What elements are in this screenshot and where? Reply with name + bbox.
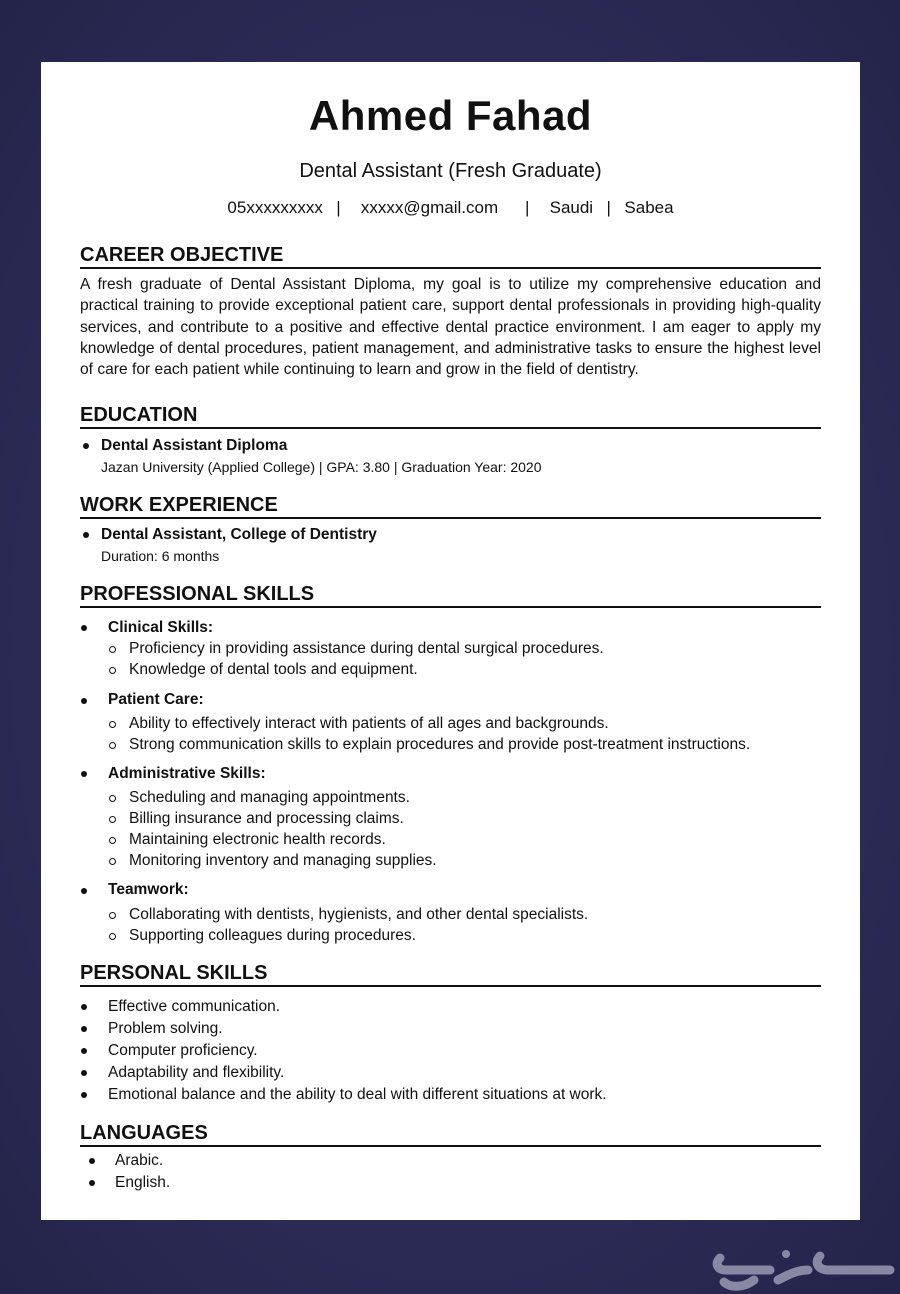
personal-skill-item: Computer proficiency. [108,1042,258,1059]
skill-item: Strong communication skills to explain procedures and provide post-treatment instructions. [129,736,751,753]
skill-item: Knowledge of dental tools and equipment. [129,661,418,678]
section-personal-skills: PERSONAL SKILLS [80,962,821,987]
personal-skill-item: Emotional balance and the ability to deal with different situations at work. [108,1086,607,1103]
experience-duration: Duration: 6 months [101,548,220,564]
bullet-icon [89,1158,95,1164]
email: xxxxx@gmail.com [360,198,499,217]
experience-role: Dental Assistant, College of Dentistry [101,526,377,543]
sub-bullet-icon [109,795,116,802]
skill-group-label: Teamwork: [108,881,189,898]
skill-item: Collaborating with dentists, hygienists, and other dental specialists. [129,906,589,923]
skill-group-label: Administrative Skills: [108,765,266,782]
skill-item: Ability to effectively interact with patients of all ages and backgrounds. [129,715,609,732]
bullet-icon [81,1070,87,1076]
personal-skill-item: Effective communication. [108,998,281,1015]
bullet-icon [81,1026,87,1032]
resume-page [41,62,860,1220]
personal-skill-item: Adaptability and flexibility. [108,1064,285,1081]
bullet-icon [89,1180,95,1186]
bullet-icon [81,1092,87,1098]
bullet-icon [81,1048,87,1054]
section-languages: LANGUAGES [80,1122,821,1147]
haraj-logo-icon [700,1236,900,1294]
section-professional-skills: PROFESSIONAL SKILLS [80,583,821,608]
section-work-experience: WORK EXPERIENCE [80,494,821,519]
bullet-icon [81,1004,87,1010]
personal-skill-item: Problem solving. [108,1020,223,1037]
section-education: EDUCATION [80,404,821,429]
education-details: Jazan University (Applied College) | GPA: 3.80 | Graduation Year: 2020 [101,459,542,475]
sub-bullet-icon [109,816,116,823]
phone: 05xxxxxxxxx [227,198,323,217]
country: Saudi [549,198,594,217]
skill-item: Scheduling and managing appointments. [129,789,410,806]
bullet-icon [81,771,87,777]
bullet-icon [81,625,87,631]
candidate-name: Ahmed Fahad [308,92,593,139]
bullet-icon [83,532,89,538]
city: Sabea [624,198,674,217]
education-degree: Dental Assistant Diploma [101,437,288,454]
sub-bullet-icon [109,667,116,674]
language-item: English. [115,1174,171,1191]
sub-bullet-icon [109,721,116,728]
language-item: Arabic. [115,1152,164,1169]
sub-bullet-icon [109,837,116,844]
job-title: Dental Assistant (Fresh Graduate) [299,160,602,182]
sub-bullet-icon [109,912,116,919]
skill-item: Monitoring inventory and managing supplies. [129,852,437,869]
section-career-objective: CAREER OBJECTIVE [80,244,821,269]
sub-bullet-icon [109,742,116,749]
contact-line: 05xxxxxxxxx | xxxxx@gmail.com | Saudi | Sabea [227,198,674,217]
skill-item: Maintaining electronic health records. [129,831,386,848]
sub-bullet-icon [109,646,116,653]
bullet-icon [83,443,89,449]
skill-group-label: Clinical Skills: [108,619,214,636]
skill-item: Supporting colleagues during procedures. [129,927,416,944]
skill-item: Proficiency in providing assistance during dental surgical procedures. [129,640,604,657]
sub-bullet-icon [109,858,116,865]
skill-group-label: Patient Care: [108,691,204,708]
bullet-icon [81,698,87,704]
skill-item: Billing insurance and processing claims. [129,810,404,827]
bullet-icon [81,888,87,894]
objective-text: A fresh graduate of Dental Assistant Diploma, my goal is to utilize my comprehensive education and practical training to provide exceptional patient care, support dental professionals in providing high-quality services, and contribute to a positive and effective dental practice environment. I am eager to apply my knowledge of dental procedures, patient management, and administrative tasks to ensure the highest level of care for each patient while continuing to learn and grow in the field of dentistry. [80,276,821,379]
sub-bullet-icon [109,933,116,940]
